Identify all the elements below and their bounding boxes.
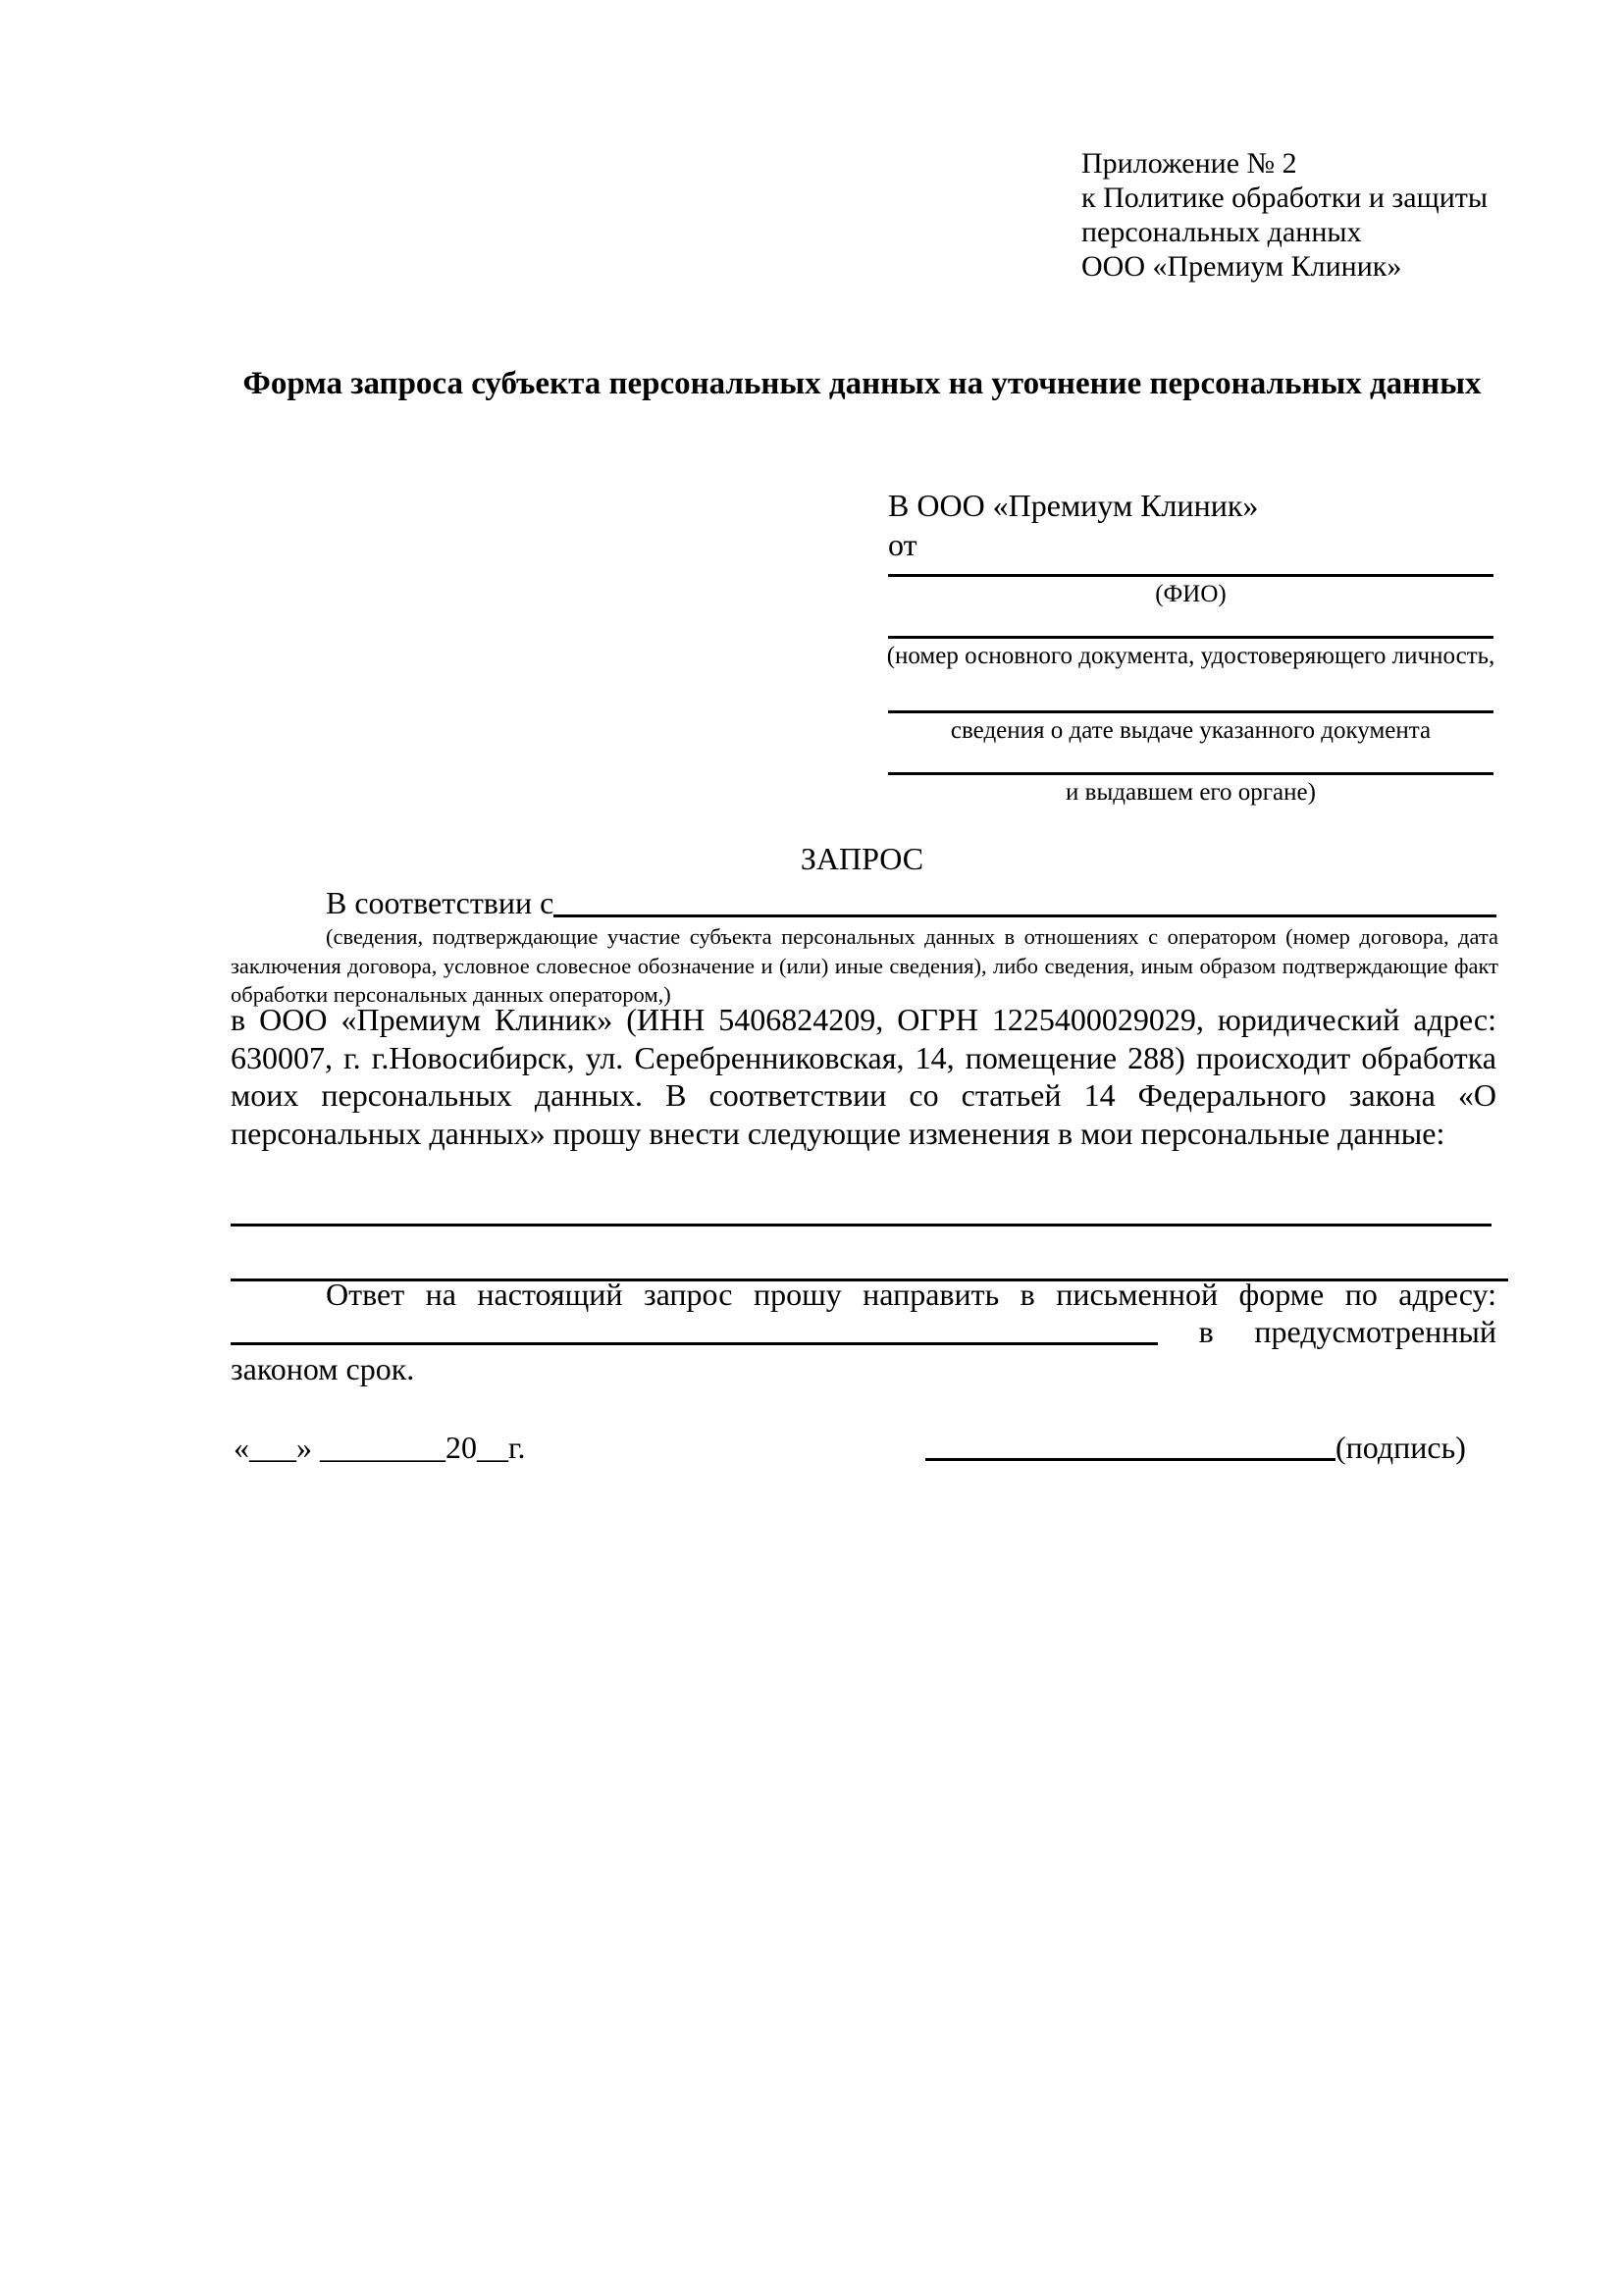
annex-line: ООО «Премиум Клиник» (1081, 250, 1402, 283)
annex-line: Приложение № 2 (1081, 147, 1297, 180)
reply-sentence-start: Ответ на настоящий запрос прошу направить в письменной форме по адресу: (326, 1277, 1496, 1312)
identity-document-field (888, 636, 1493, 672)
footnote-text: (сведения, подтверждающие участие субъекта персональных данных в отношениях с оператором (номер договора, дата заключения договора, условное словесное обозначение и (или) иные сведения), либо сведения, иным образом подтверждающие факт обработки персональных данных оператором,) (231, 924, 1498, 1007)
issuing-authority-blank-line (888, 772, 1493, 775)
signature-row (925, 1428, 1466, 1467)
address-blank-line (231, 1342, 1158, 1345)
fio-blank-line (888, 574, 1493, 577)
issuing-authority-field (888, 772, 1493, 809)
request-heading: ЗАПРОС (800, 841, 924, 876)
signature-blank-line (925, 1458, 1335, 1461)
annex-reference (1081, 146, 1488, 284)
annex-line: персональных данных (1081, 216, 1362, 248)
document-title: Форма запроса субъекта персональных данных на уточнение персональных данных (242, 366, 1482, 401)
reply-address-row (231, 1313, 1496, 1350)
intro-line (231, 883, 1496, 922)
signature-caption: (подпись) (1335, 1430, 1466, 1465)
annex-line: к Политике обработки и защиты (1081, 182, 1489, 214)
reply-word-mid: предусмотренный (1254, 1314, 1496, 1349)
intro-text: В соответствии с (326, 885, 554, 920)
reply-word-in: в (1198, 1314, 1214, 1349)
issue-date-field (888, 710, 1493, 747)
issuing-authority-caption: и выдавшем его органе) (1066, 779, 1316, 806)
identity-document-caption: (номер основного документа, удостоверяющего личность, (886, 643, 1495, 669)
body-paragraph: в ООО «Премиум Клиник» (ИНН 5406824209, ОГРН 1225400029029, юридический адрес: 630007, г. г.Новосибирск, ул. Серебренниковская, 14, помещение 288) происходит обработка моих персональных данных. В соответствии со статьей 14 Федерального закона «О персональных данных» прошу внести следующие изменения в мои персональные данные: (231, 1002, 1496, 1151)
reply-sentence-end: законом срок. (231, 1351, 415, 1386)
fio-field (888, 574, 1493, 610)
date-placeholder: «___» ________20__г. (234, 1430, 526, 1465)
reply-paragraph (231, 1276, 1496, 1387)
issue-date-blank-line (888, 710, 1493, 713)
basis-blank-line (553, 883, 1496, 917)
addressee-from-label: от (888, 527, 917, 562)
addressee-block (888, 486, 1493, 564)
changes-blank-line-1 (231, 1224, 1492, 1226)
addressee-to: В ООО «Премиум Клиник» (888, 488, 1259, 523)
fio-field-caption: (ФИО) (1155, 581, 1227, 607)
identity-document-blank-line (888, 636, 1493, 639)
issue-date-caption: сведения о дате выдаче указанного документа (950, 717, 1432, 744)
